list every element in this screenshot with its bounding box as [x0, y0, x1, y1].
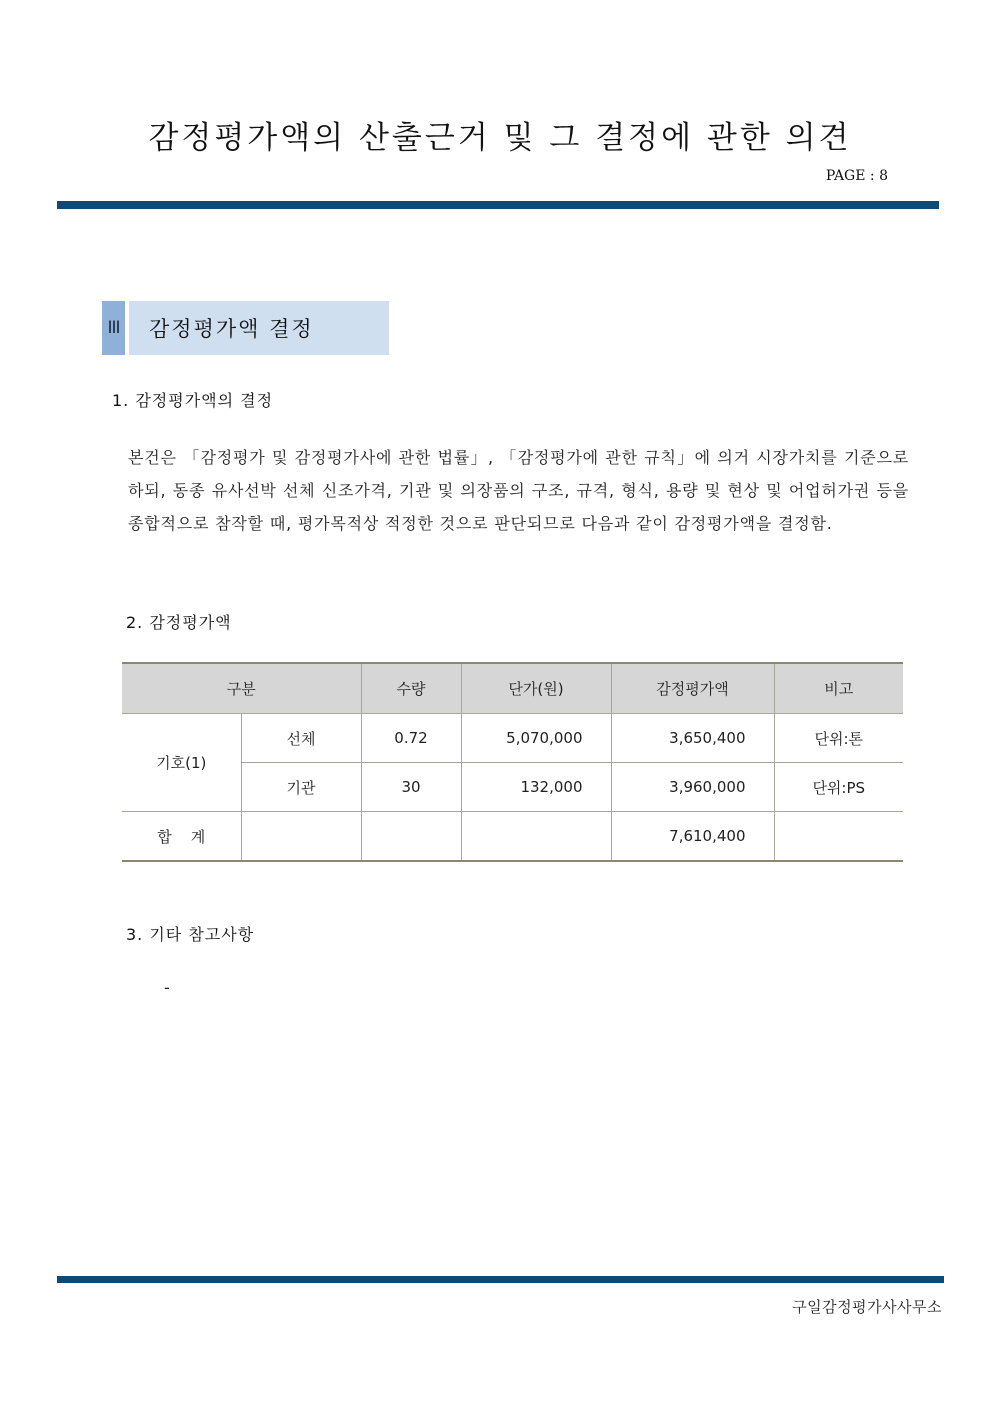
total-amount: 7,610,400: [611, 812, 774, 862]
header-appraised-value: 감정평가액: [611, 663, 774, 714]
unit-price-cell: 132,000: [461, 763, 611, 812]
header-unit-price: 단가(원): [461, 663, 611, 714]
note-cell: 단위:PS: [774, 763, 903, 812]
footer-rule: [57, 1276, 944, 1283]
subsection-1-heading: 1. 감정평가액의 결정: [112, 391, 274, 410]
item-cell: 선체: [241, 714, 361, 763]
header-category: 구분: [122, 663, 361, 714]
section-title: 감정평가액 결정: [129, 301, 389, 355]
subsection-3-heading: 3. 기타 참고사항: [126, 925, 255, 944]
note-cell: 단위:톤: [774, 714, 903, 763]
header-rule: [57, 201, 939, 209]
document-title: 감정평가액의 산출근거 및 그 결정에 관한 의견: [148, 120, 852, 156]
amount-cell: 3,960,000: [611, 763, 774, 812]
subsection-3-content: -: [164, 978, 170, 997]
empty-cell: [461, 812, 611, 862]
unit-price-cell: 5,070,000: [461, 714, 611, 763]
subsection-1-body: 본건은 「감정평가 및 감정평가사에 관한 법률」, 「감정평가에 관한 규칙」에 의거 시장가치를 기준으로 하되, 동종 유사선박 선체 신조가격, 기관 및 의장품의 구조, 규격, 형식, 용량 및 현상 및 어업허가권 등을 종합적으로 참작할 때, 평가목적상 적정한 것으로 판단되므로 다음과 같이 감정평가액을 결정함.: [128, 448, 909, 533]
header-quantity: 수량: [361, 663, 461, 714]
page-number: PAGE : 8: [825, 168, 888, 184]
amount-cell: 3,650,400: [611, 714, 774, 763]
quantity-cell: 0.72: [361, 714, 461, 763]
empty-cell: [774, 812, 903, 862]
subsection-2-heading: 2. 감정평가액: [126, 613, 232, 632]
header-note: 비고: [774, 663, 903, 714]
valuation-table: [122, 662, 903, 862]
group-label: 기호(1): [122, 714, 241, 812]
footer-office-name: 구일감정평가사사무소: [792, 1298, 942, 1316]
total-row: [122, 812, 903, 862]
item-cell: 기관: [241, 763, 361, 812]
empty-cell: [241, 812, 361, 862]
section-number: III: [102, 301, 125, 355]
total-label: 합 계: [122, 812, 241, 862]
section-header: [102, 301, 389, 355]
empty-cell: [361, 812, 461, 862]
table-header-row: [122, 663, 903, 714]
quantity-cell: 30: [361, 763, 461, 812]
table-row: [122, 714, 903, 763]
